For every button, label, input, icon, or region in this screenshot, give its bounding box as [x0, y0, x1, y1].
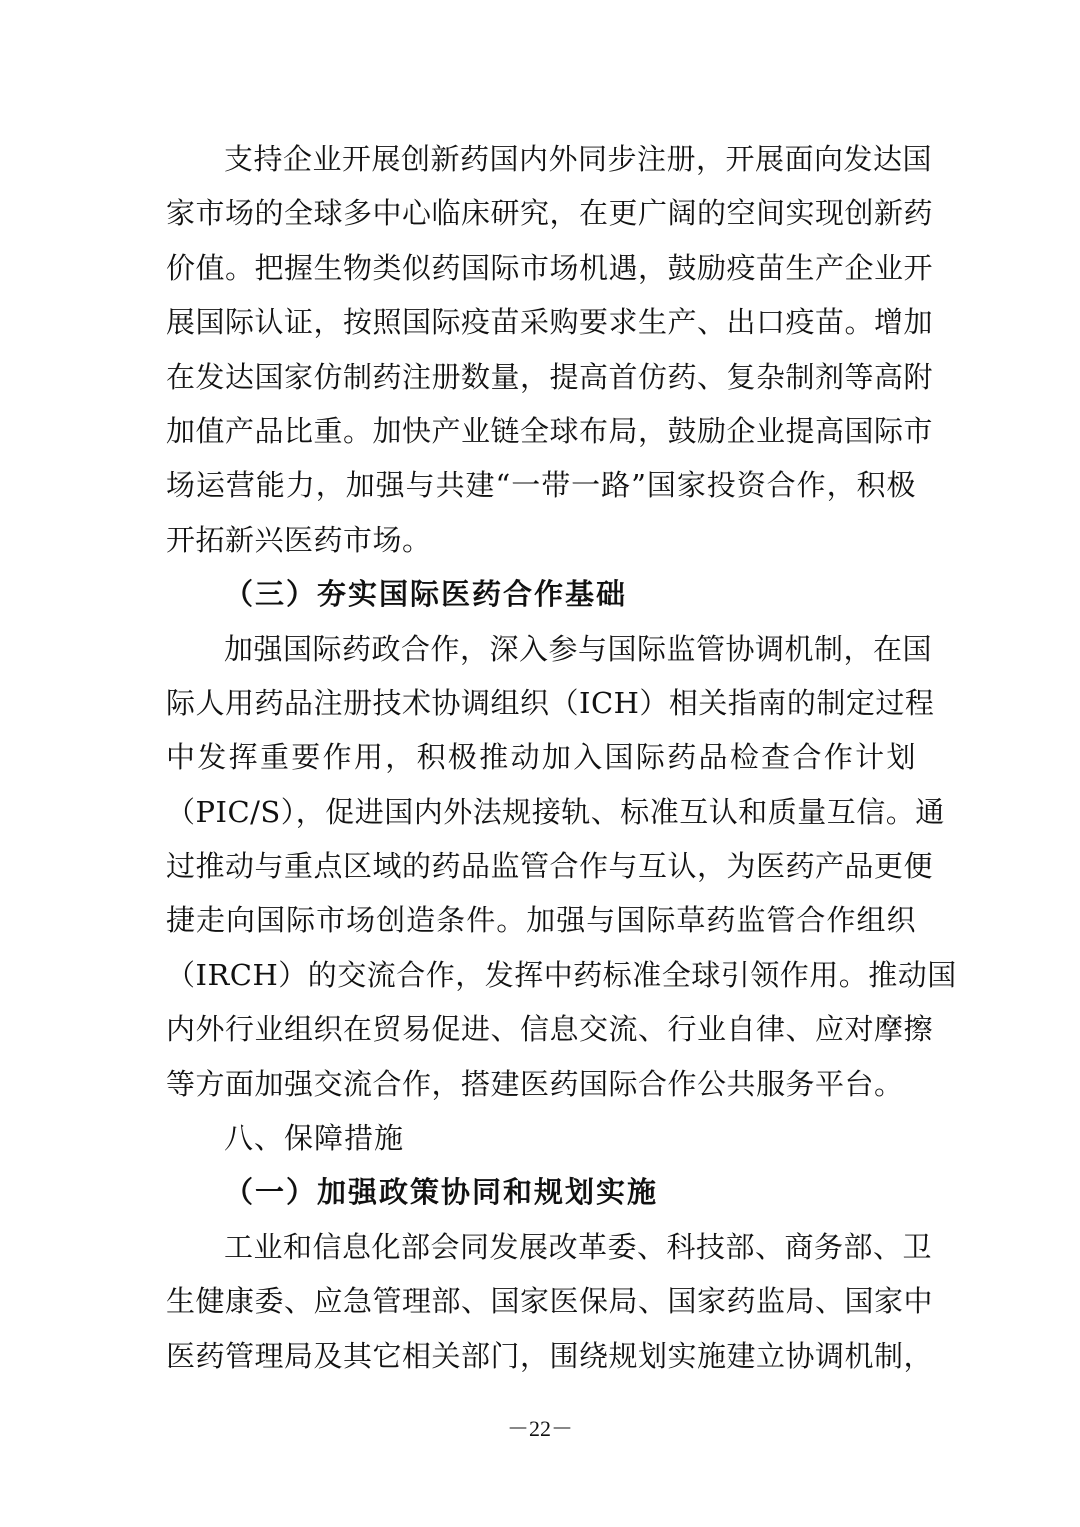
paragraph-line: （PIC/S），促进国内外法规接轨、标准互认和质量互信。通	[166, 794, 945, 829]
paragraph-line: 中发挥重要作用，积极推动加入国际药品检查合作计划	[166, 740, 916, 775]
paragraph-line: 价值。把握生物类似药国际市场机遇，鼓励疫苗生产企业开	[166, 250, 934, 285]
paragraph-line: 捷走向国际市场创造条件。加强与国际草药监管合作组织	[166, 903, 916, 938]
chapter-heading: 八、保障措施	[224, 1121, 405, 1156]
body-text	[166, 132, 957, 1383]
paragraph-line: 工业和信息化部会同发展改革委、科技部、商务部、卫	[224, 1229, 933, 1264]
paragraph-line: 支持企业开展创新药国内外同步注册，开展面向发达国	[224, 142, 933, 176]
paragraph-line: 在发达国家仿制药注册数量，提高首仿药、复杂制剂等高附	[166, 359, 934, 394]
section-heading: （三）夯实国际医药合作基础	[224, 577, 628, 612]
paragraph-line: 医药管理局及其它相关部门，围绕规划实施建立协调机制，	[166, 1338, 934, 1373]
paragraph-line: 过推动与重点区域的药品监管合作与互认，为医药产品更便	[166, 849, 934, 884]
paragraph-line: 加值产品比重。加快产业链全球布局，鼓励企业提高国际市	[166, 413, 934, 448]
paragraph-line: （IRCH）的交流合作，发挥中药标准全球引领作用。推动国	[166, 957, 957, 992]
paragraph-line: 内外行业组织在贸易促进、信息交流、行业自律、应对摩擦	[166, 1012, 934, 1047]
paragraph-line: 生健康委、应急管理部、国家医保局、国家药监局、国家中	[166, 1284, 934, 1319]
paragraph-line: 等方面加强交流合作，搭建医药国际合作公共服务平台。	[166, 1066, 904, 1101]
section-heading: （一）加强政策协同和规划实施	[224, 1175, 659, 1210]
paragraph-line: 际人用药品注册技术协调组织（ICH）相关指南的制定过程	[166, 685, 935, 720]
paragraph-line: 场运营能力，加强与共建“一带一路”国家投资合作，积极	[166, 468, 916, 503]
paragraph-line: 开拓新兴医药市场。	[166, 522, 432, 557]
paragraph-line: 展国际认证，按照国际疫苗采购要求生产、出口疫苗。增加	[166, 305, 934, 340]
paragraph-line: 家市场的全球多中心临床研究，在更广阔的空间实现创新药	[166, 196, 934, 231]
paragraph-line: 加强国际药政合作，深入参与国际监管协调机制，在国	[224, 631, 933, 666]
page-number: －22－	[506, 1416, 573, 1441]
